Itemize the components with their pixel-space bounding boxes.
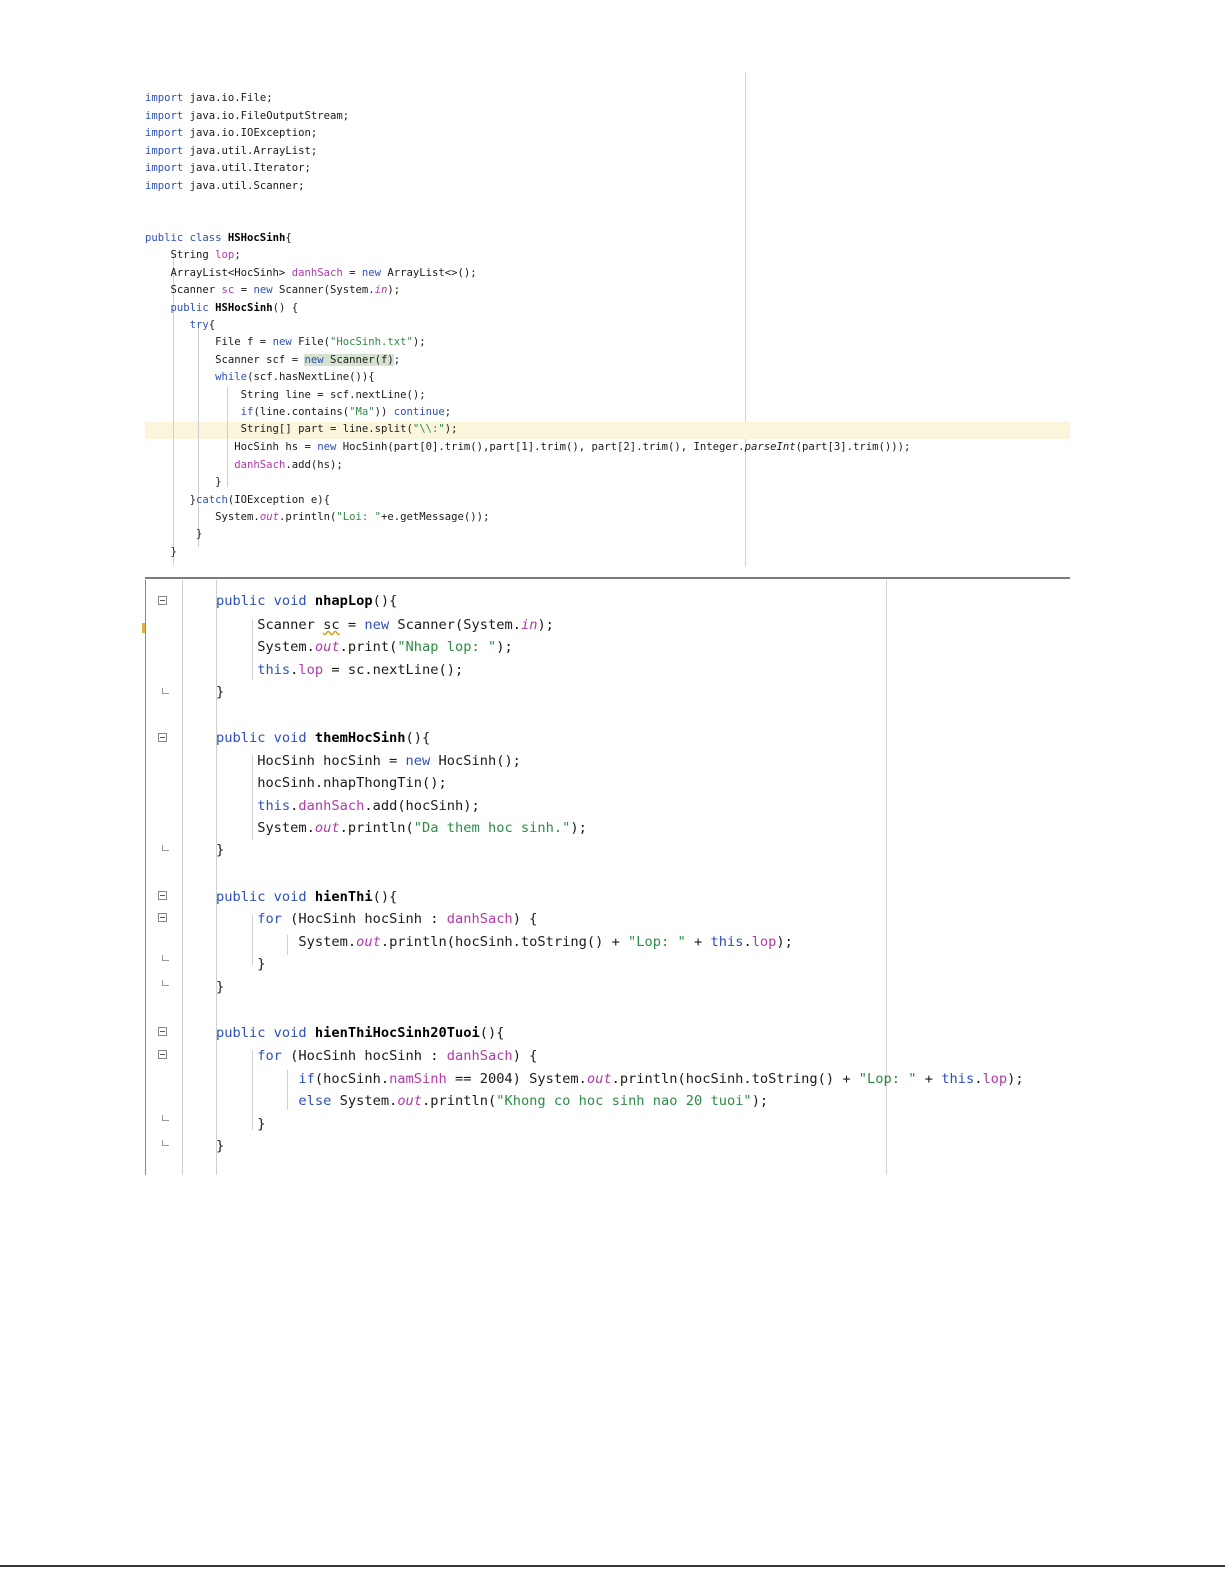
code-token: danhSach — [291, 267, 343, 279]
fold-end-icon — [162, 1140, 169, 1146]
code-token — [216, 911, 257, 927]
code-token: new — [272, 336, 292, 348]
code-token: .println( — [339, 820, 414, 836]
code-line — [145, 249, 1070, 261]
code-token: new — [304, 354, 324, 366]
code-line — [216, 820, 1071, 836]
code-token: import — [145, 127, 184, 139]
fold-collapse-icon[interactable] — [158, 1027, 167, 1036]
code-line — [145, 336, 1070, 348]
fold-collapse-icon[interactable] — [158, 913, 167, 922]
code-line — [145, 232, 1070, 244]
code-token: (){ — [372, 593, 398, 609]
code-token: = — [234, 284, 254, 296]
code-token: sc — [221, 284, 235, 296]
code-token: (HocSinh hocSinh : — [281, 911, 447, 927]
code-token: public void — [216, 889, 315, 905]
code-token: "Lop: " — [858, 1071, 917, 1087]
code-token: for — [257, 1048, 282, 1064]
code-line — [145, 110, 1070, 122]
code-token: = sc.nextLine(); — [323, 662, 464, 678]
code-token: Scanner(System. — [389, 617, 521, 633]
code-token — [145, 406, 241, 418]
code-token: java.util.Scanner; — [183, 180, 305, 192]
code-token: = — [342, 267, 362, 279]
code-token: while — [215, 371, 248, 383]
code-line — [216, 1138, 1071, 1154]
code-token: import — [145, 110, 184, 122]
code-token: } — [145, 494, 197, 506]
code-line — [216, 1093, 1071, 1109]
code-token: lop — [982, 1071, 1008, 1087]
code-line — [216, 617, 1071, 633]
code-line — [145, 284, 1070, 296]
code-token: == 2004) System. — [446, 1071, 587, 1087]
code-token: java.io.File; — [183, 92, 273, 104]
code-token: new — [253, 284, 273, 296]
code-line — [216, 662, 1071, 678]
code-line — [145, 162, 1070, 174]
code-token — [216, 1048, 257, 1064]
fold-collapse-icon[interactable] — [158, 1050, 167, 1059]
code-token: HocSinh(part[0].trim(),part[1].trim(), part[2].trim(), Integer. — [336, 441, 745, 453]
code-token: lop — [298, 662, 324, 678]
code-line — [216, 684, 1071, 700]
code-token — [145, 302, 171, 314]
code-editor-top — [145, 72, 1070, 567]
code-token: . — [290, 798, 299, 814]
code-token: hienThi — [314, 889, 373, 905]
code-token: System. — [145, 511, 260, 523]
code-line — [145, 371, 1070, 383]
code-line — [145, 511, 1070, 523]
code-token: this — [257, 798, 291, 814]
code-token: ; — [393, 354, 401, 366]
code-token: .add(hs); — [285, 459, 343, 471]
code-token: nhapLop — [314, 593, 373, 609]
gutter-guide — [182, 580, 183, 1175]
code-line — [216, 798, 1071, 814]
code-token: ); — [1007, 1071, 1024, 1087]
code-line — [145, 546, 1070, 558]
code-token: + — [916, 1071, 942, 1087]
code-token: this — [941, 1071, 975, 1087]
code-line — [216, 1071, 1071, 1087]
code-token: ); — [444, 423, 458, 435]
code-token: hocSinh.nhapThongTin(); — [216, 775, 447, 791]
code-token: java.util.Iterator; — [183, 162, 311, 174]
code-token: public void — [216, 593, 315, 609]
code-token: System. — [216, 820, 315, 836]
code-token: for — [257, 911, 282, 927]
code-token: .print( — [339, 639, 398, 655]
code-token: ) { — [512, 1048, 538, 1064]
code-line — [216, 842, 1071, 858]
code-line — [216, 593, 1071, 609]
code-editor-bottom — [145, 580, 1071, 1175]
code-token: "\\:" — [412, 423, 445, 435]
code-token: try — [189, 319, 209, 331]
code-token: .println(hocSinh.toString() + — [611, 1071, 859, 1087]
code-token: java.io.IOException; — [183, 127, 318, 139]
code-token: sc — [323, 617, 340, 633]
fold-collapse-icon[interactable] — [158, 891, 167, 900]
code-token: ) { — [512, 911, 538, 927]
code-token: (IOException e){ — [227, 494, 330, 506]
code-token: . — [290, 662, 299, 678]
fold-end-icon — [162, 688, 169, 694]
code-token: .println(hocSinh.toString() + — [380, 934, 629, 950]
code-token: ); — [537, 617, 554, 633]
code-token: HocSinh hs = — [145, 441, 318, 453]
code-token: out — [397, 1093, 423, 1109]
code-token: namSinh — [389, 1071, 447, 1087]
code-token: ); — [496, 639, 513, 655]
code-line — [145, 145, 1070, 157]
code-token: System. — [331, 1093, 398, 1109]
code-token: "Khong co hoc sinh nao 20 tuoi" — [496, 1093, 752, 1109]
code-token: String[] part = line.split( — [145, 423, 413, 435]
code-token: danhSach — [234, 459, 286, 471]
code-token: "Ma" — [349, 406, 375, 418]
code-token: HSHocSinh — [227, 232, 286, 244]
code-token: in — [520, 617, 538, 633]
code-token: java.util.ArrayList; — [183, 145, 318, 157]
code-token: { — [285, 232, 292, 244]
code-line — [216, 753, 1071, 769]
code-token: (scf.hasNextLine()){ — [247, 371, 375, 383]
code-token: lop — [215, 249, 235, 261]
code-line — [145, 494, 1070, 506]
code-line — [145, 389, 1070, 401]
code-token — [216, 1071, 298, 1087]
code-token: .println( — [422, 1093, 497, 1109]
code-token: java.io.FileOutputStream; — [183, 110, 350, 122]
code-token: danhSach — [446, 911, 513, 927]
code-token: import — [145, 92, 184, 104]
code-token — [145, 459, 234, 471]
code-line — [145, 528, 1070, 540]
code-token: (){ — [405, 730, 431, 746]
code-line — [145, 406, 1070, 418]
code-token: this — [710, 934, 744, 950]
code-token: (HocSinh hocSinh : — [281, 1048, 447, 1064]
code-token: (){ — [479, 1025, 505, 1041]
code-token: new — [364, 617, 390, 633]
code-token: +e.getMessage()); — [381, 511, 490, 523]
code-token: HSHocSinh — [215, 302, 273, 314]
code-token: File f = — [145, 336, 273, 348]
code-token: themHocSinh — [314, 730, 406, 746]
code-token: out — [586, 1071, 612, 1087]
code-line — [216, 1116, 1071, 1132]
code-token: (part[3].trim())); — [795, 441, 911, 453]
code-token: Scanner(System. — [272, 284, 375, 296]
code-token: } — [145, 546, 177, 558]
code-line — [145, 423, 1070, 435]
fold-collapse-icon[interactable] — [158, 596, 167, 605]
code-token: } — [216, 979, 225, 995]
code-token: danhSach — [298, 798, 365, 814]
code-token: Scanner — [145, 284, 222, 296]
code-token: out — [314, 639, 340, 655]
code-token — [216, 662, 257, 678]
code-line — [145, 459, 1070, 471]
code-token: import — [145, 180, 184, 192]
code-token: new — [361, 267, 382, 279]
code-token: + — [685, 934, 711, 950]
code-token: out — [356, 934, 381, 950]
fold-end-icon — [162, 845, 169, 851]
code-line — [216, 889, 1071, 905]
code-line — [216, 730, 1071, 746]
code-token: ); — [387, 284, 401, 296]
code-token — [145, 371, 215, 383]
code-token: in — [374, 284, 388, 296]
code-line — [145, 302, 1070, 314]
code-token: () { — [272, 302, 299, 314]
code-token: (line.contains( — [253, 406, 350, 418]
code-token: System. — [216, 639, 315, 655]
code-token: "Loi: " — [336, 511, 382, 523]
code-token: )) — [374, 406, 394, 418]
code-token: } — [216, 1116, 266, 1132]
code-token: hienThiHocSinh20Tuoi — [314, 1025, 480, 1041]
code-token: out — [314, 820, 340, 836]
indent-guide — [227, 387, 228, 487]
code-token: .println( — [278, 511, 337, 523]
code-token — [216, 798, 257, 814]
code-token: public class — [145, 232, 228, 244]
code-line — [145, 476, 1070, 488]
code-token: import — [145, 162, 184, 174]
code-token: Scanner(f) — [323, 354, 394, 366]
screenshot-divider — [145, 577, 1070, 579]
fold-collapse-icon[interactable] — [158, 733, 167, 742]
code-token: .add(hocSinh); — [364, 798, 480, 814]
code-line — [216, 911, 1071, 927]
code-token: (hocSinh. — [314, 1071, 390, 1087]
code-line — [216, 1025, 1071, 1041]
code-token: ); — [776, 934, 793, 950]
fold-end-icon — [162, 1115, 169, 1121]
code-token: new — [317, 441, 337, 453]
code-token: String — [145, 249, 216, 261]
code-line — [145, 127, 1070, 139]
code-token: catch — [196, 494, 228, 506]
code-token: } — [145, 528, 203, 540]
code-token: continue — [393, 406, 445, 418]
code-line — [145, 92, 1070, 104]
page-bottom-rule — [0, 1565, 1225, 1567]
code-token: ); — [412, 336, 426, 348]
code-line — [145, 267, 1070, 279]
code-token: public void — [216, 1025, 315, 1041]
code-token: = — [339, 617, 365, 633]
fold-end-icon — [162, 955, 169, 961]
code-line — [216, 979, 1071, 995]
code-token: "Nhap lop: " — [397, 639, 497, 655]
code-token: (){ — [372, 889, 398, 905]
code-token: ); — [751, 1093, 769, 1109]
code-token: { — [208, 319, 216, 331]
code-token: ArrayList<HocSinh> — [145, 267, 292, 279]
warning-marker-icon — [142, 623, 145, 633]
code-token: . — [743, 934, 752, 950]
code-token: new — [405, 753, 431, 769]
code-token: } — [216, 956, 266, 972]
code-token: parseInt — [744, 441, 796, 453]
code-token: else — [298, 1093, 332, 1109]
code-token: if — [298, 1071, 315, 1087]
code-line — [145, 319, 1070, 331]
code-token: HocSinh(); — [430, 753, 521, 769]
code-token — [145, 319, 190, 331]
code-token: ; — [234, 249, 241, 261]
code-token: File( — [291, 336, 330, 348]
code-token: public void — [216, 730, 315, 746]
code-line — [216, 956, 1071, 972]
code-token: HocSinh hocSinh = — [216, 753, 406, 769]
code-token: Scanner scf = — [145, 354, 305, 366]
code-token: } — [216, 1138, 225, 1154]
code-token: "Da them hoc sinh." — [413, 820, 571, 836]
code-line — [216, 639, 1071, 655]
code-token: import — [145, 145, 184, 157]
code-token: "HocSinh.txt" — [329, 336, 413, 348]
code-token: danhSach — [446, 1048, 513, 1064]
code-token: if — [240, 406, 254, 418]
code-token: lop — [751, 934, 777, 950]
code-line — [216, 934, 1071, 950]
code-token: System. — [216, 934, 357, 950]
code-line — [145, 354, 1070, 366]
code-line — [216, 1048, 1071, 1064]
code-token: public — [170, 302, 216, 314]
code-token — [216, 1093, 298, 1109]
code-token: ); — [570, 820, 587, 836]
code-token: this — [257, 662, 291, 678]
code-token: out — [259, 511, 279, 523]
code-line — [145, 441, 1070, 453]
code-token: } — [216, 684, 225, 700]
code-token: } — [145, 476, 222, 488]
code-token: . — [974, 1071, 983, 1087]
code-token: ; — [444, 406, 452, 418]
code-token: } — [216, 842, 225, 858]
code-token: "Lop: " — [628, 934, 686, 950]
fold-end-icon — [162, 980, 169, 986]
code-line — [145, 180, 1070, 192]
code-token: Scanner — [216, 617, 324, 633]
code-token: ArrayList<>(); — [381, 267, 477, 279]
code-line — [216, 775, 1071, 791]
code-token: String line = scf.nextLine(); — [145, 389, 426, 401]
